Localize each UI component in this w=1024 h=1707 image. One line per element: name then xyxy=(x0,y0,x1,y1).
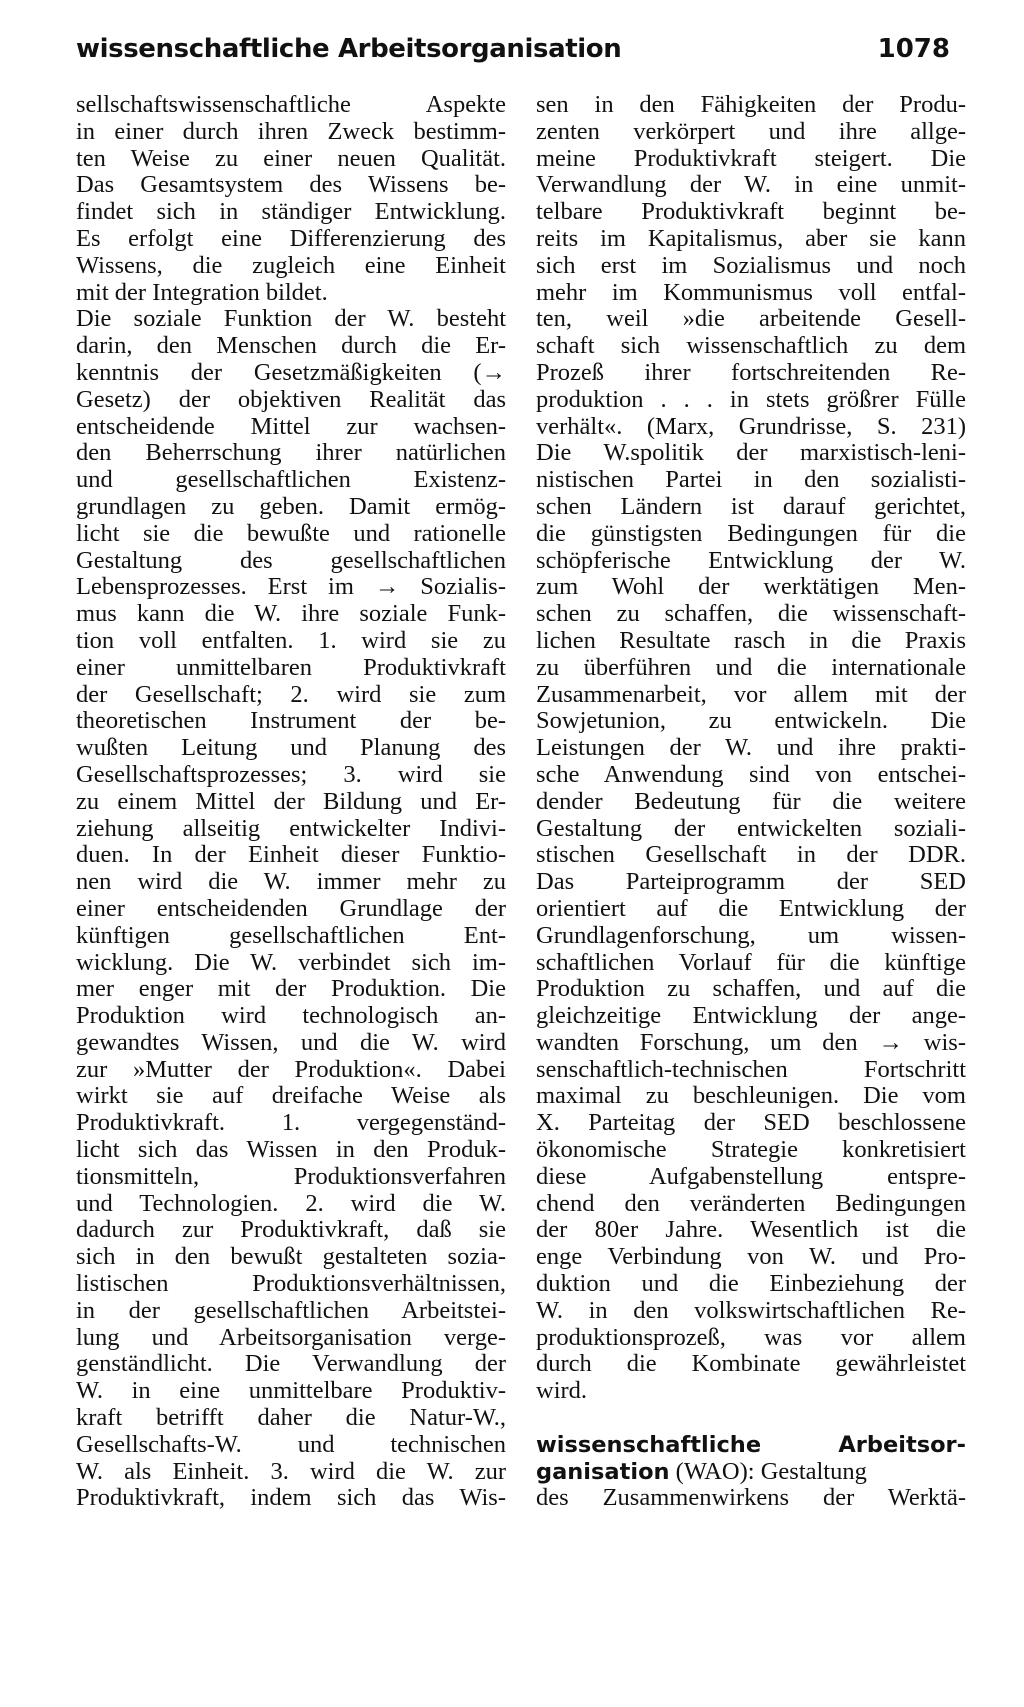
text-line: nen wird die W. immer mehr zu xyxy=(76,868,506,896)
text-line: Gestaltung der entwickelten soziali- xyxy=(536,814,966,842)
text-line: licht sich das Wissen in den Produk- xyxy=(76,1136,506,1164)
text-line: der Gesellschaft; 2. wird sie zum xyxy=(76,680,506,708)
text-line: schaft sich wissenschaftlich zu dem xyxy=(536,332,966,360)
text-line: Produktivkraft. 1. vergegenständ- xyxy=(76,1109,506,1137)
entry-text-line: des Zusammenwirkens der Werktä- xyxy=(536,1484,966,1512)
text-line: orientiert auf die Entwicklung der xyxy=(536,894,966,922)
text-line: zum Wohl der werktätigen Men- xyxy=(536,573,966,601)
text-line: dadurch zur Produktivkraft, daß sie xyxy=(76,1216,506,1244)
text-line: senschaftlich-technischen Fortschritt xyxy=(536,1055,966,1083)
text-line: mus kann die W. ihre soziale Funk- xyxy=(76,600,506,628)
text-line: durch die Kombinate gewährleistet xyxy=(536,1350,966,1378)
text-line: reits im Kapitalismus, aber sie kann xyxy=(536,224,966,252)
text-line: den Beherrschung ihrer natürlichen xyxy=(76,439,506,467)
text-line: Sowjetunion, zu entwickeln. Die xyxy=(536,707,966,735)
text-line: duktion und die Einbeziehung der xyxy=(536,1270,966,1298)
text-line: Verwandlung der W. in eine unmit- xyxy=(536,171,966,199)
text-line: zenten verkörpert und ihre allge- xyxy=(536,117,966,145)
text-line: duen. In der Einheit dieser Funktio- xyxy=(76,841,506,869)
text-line: tionsmitteln, Produktionsverfahren xyxy=(76,1162,506,1190)
text-line: Leistungen der W. und ihre prakti- xyxy=(536,734,966,762)
text-line: Die soziale Funktion der W. besteht xyxy=(76,305,506,333)
text-line: dender Bedeutung für die weitere xyxy=(536,787,966,815)
page-header xyxy=(76,34,950,74)
text-line: schen zu schaffen, die wissenschaft- xyxy=(536,600,966,628)
text-line: W. als Einheit. 3. wird die W. zur xyxy=(76,1457,506,1485)
text-line: zur »Mutter der Produktion«. Dabei xyxy=(76,1055,506,1083)
text-line: enge Verbindung von W. und Pro- xyxy=(536,1243,966,1271)
running-head: wissenschaftliche Arbeitsorganisation xyxy=(76,34,622,64)
text-line: licht sie die bewußte und rationelle xyxy=(76,519,506,547)
text-line: und gesellschaftlichen Existenz- xyxy=(76,466,506,494)
text-line: maximal zu beschleunigen. Die vom xyxy=(536,1082,966,1110)
text-line: wird. xyxy=(536,1377,588,1405)
text-line: mer enger mit der Produktion. Die xyxy=(76,975,506,1003)
right-text-column xyxy=(536,92,966,1512)
text-line: wirkt sie auf dreifache Weise als xyxy=(76,1082,506,1110)
right-column-lines xyxy=(536,92,966,1405)
text-line: ten, weil »die arbeitende Gesell- xyxy=(536,305,966,333)
text-line: kenntnis der Gesetzmäßigkeiten (→ xyxy=(76,358,506,386)
text-line: produktion . . . in stets größrer Fülle xyxy=(536,385,966,413)
text-line: gewandtes Wissen, und die W. wird xyxy=(76,1028,506,1056)
text-line: produktionsprozeß, was vor allem xyxy=(536,1323,966,1351)
text-line: sen in den Fähigkeiten der Produ- xyxy=(536,91,966,118)
text-line: wicklung. Die W. verbindet sich im- xyxy=(76,948,506,976)
text-line: Prozeß ihrer fortschreitenden Re- xyxy=(536,358,966,386)
text-line: Zusammenarbeit, vor allem mit der xyxy=(536,680,966,708)
text-line: die günstigsten Bedingungen für die xyxy=(536,519,966,547)
text-line: Produktion zu schaffen, und auf die xyxy=(536,975,966,1003)
text-line: wußten Leitung und Planung des xyxy=(76,734,506,762)
text-line: Gesellschafts-W. und technischen xyxy=(76,1430,506,1458)
text-line: findet sich in ständiger Entwicklung. xyxy=(76,198,506,226)
text-line: tion voll entfalten. 1. wird sie zu xyxy=(76,626,506,654)
entry-head-line xyxy=(536,1432,966,1459)
text-line: X. Parteitag der SED beschlossene xyxy=(536,1109,966,1137)
text-line: Grundlagenforschung, um wissen- xyxy=(536,921,966,949)
text-line: chend den veränderten Bedingungen xyxy=(536,1189,966,1217)
text-line: mehr im Kommunismus voll entfal- xyxy=(536,278,966,306)
text-line: lung und Arbeitsorganisation verge- xyxy=(76,1323,506,1351)
text-line: kraft betrifft daher die Natur-W., xyxy=(76,1404,506,1432)
text-line: verhält«. (Marx, Grundrisse, S. 231) xyxy=(536,412,966,440)
entry-abbreviation: (WAO): Gestaltung xyxy=(669,1457,867,1485)
entry-headword: wissenschaftliche Arbeitsor- xyxy=(536,1431,966,1458)
text-line: sellschaftswissenschaftliche Aspekte xyxy=(76,91,506,118)
entry-head-line xyxy=(536,1459,966,1486)
text-line: darin, den Menschen durch die Er- xyxy=(76,332,506,360)
text-line: einer entscheidenden Grundlage der xyxy=(76,894,506,922)
text-line: W. in eine unmittelbare Produktiv- xyxy=(76,1377,506,1405)
text-line: diese Aufgabenstellung entspre- xyxy=(536,1162,966,1190)
text-line: Das Gesamtsystem des Wissens be- xyxy=(76,171,506,199)
text-line: Gestaltung des gesellschaftlichen xyxy=(76,546,506,574)
text-line: lichen Resultate rasch in die Praxis xyxy=(536,626,966,654)
text-line: mit der Integration bildet. xyxy=(76,278,328,306)
text-line: Gesetz) der objektiven Realität das xyxy=(76,385,506,413)
page-number: 1078 xyxy=(877,34,950,64)
text-line: Es erfolgt eine Differenzierung des xyxy=(76,224,506,252)
text-line: entscheidende Mittel zur wachsen- xyxy=(76,412,506,440)
text-line: Lebensprozesses. Erst im → Sozialis- xyxy=(76,573,506,601)
text-line: schaftlichen Vorlauf für die künftige xyxy=(536,948,966,976)
text-line: Gesellschaftsprozesses; 3. wird sie xyxy=(76,760,506,788)
text-line: W. in den volkswirtschaftlichen Re- xyxy=(536,1296,966,1324)
text-line: gleichzeitige Entwicklung der ange- xyxy=(536,1002,966,1030)
text-line: meine Produktivkraft steigert. Die xyxy=(536,144,966,172)
text-line: künftigen gesellschaftlichen Ent- xyxy=(76,921,506,949)
text-line: und Technologien. 2. wird die W. xyxy=(76,1189,506,1217)
text-line: telbare Produktivkraft beginnt be- xyxy=(536,198,966,226)
text-line: schen Ländern ist darauf gerichtet, xyxy=(536,492,966,520)
text-line: Das Parteiprogramm der SED xyxy=(536,868,966,896)
text-line: ten Weise zu einer neuen Qualität. xyxy=(76,144,506,172)
text-line: in der gesellschaftlichen Arbeitstei- xyxy=(76,1296,506,1324)
text-line: theoretischen Instrument der be- xyxy=(76,707,506,735)
text-line: genständlicht. Die Verwandlung der xyxy=(76,1350,506,1378)
text-line: Produktion wird technologisch an- xyxy=(76,1002,506,1030)
text-line: wandten Forschung, um den → wis- xyxy=(536,1028,966,1056)
text-line: ökonomische Strategie konkretisiert xyxy=(536,1136,966,1164)
text-line: grundlagen zu geben. Damit ermög- xyxy=(76,492,506,520)
text-line: schöpferische Entwicklung der W. xyxy=(536,546,966,574)
text-line: sich erst im Sozialismus und noch xyxy=(536,251,966,279)
entry-headword-continued: ganisation xyxy=(536,1458,670,1485)
text-line: der 80er Jahre. Wesentlich ist die xyxy=(536,1216,966,1244)
text-line: sich in den bewußt gestalteten sozia- xyxy=(76,1243,506,1271)
text-line: stischen Gesellschaft in der DDR. xyxy=(536,841,966,869)
text-line: sche Anwendung sind von entschei- xyxy=(536,760,966,788)
text-line: Produktivkraft, indem sich das Wis- xyxy=(76,1484,506,1512)
text-line: zu einem Mittel der Bildung und Er- xyxy=(76,787,506,815)
text-line: nistischen Partei in den sozialisti- xyxy=(536,466,966,494)
text-line: Wissens, die zugleich eine Einheit xyxy=(76,251,506,279)
text-line: listischen Produktionsverhältnissen, xyxy=(76,1270,506,1298)
text-line: Die W.spolitik der marxistisch-leni- xyxy=(536,439,966,467)
text-line: ziehung allseitig entwickelter Indivi- xyxy=(76,814,506,842)
text-line: einer unmittelbaren Produktivkraft xyxy=(76,653,506,681)
left-text-column xyxy=(76,92,506,1512)
text-line: zu überführen und die internationale xyxy=(536,653,966,681)
text-line: in einer durch ihren Zweck bestimm- xyxy=(76,117,506,145)
